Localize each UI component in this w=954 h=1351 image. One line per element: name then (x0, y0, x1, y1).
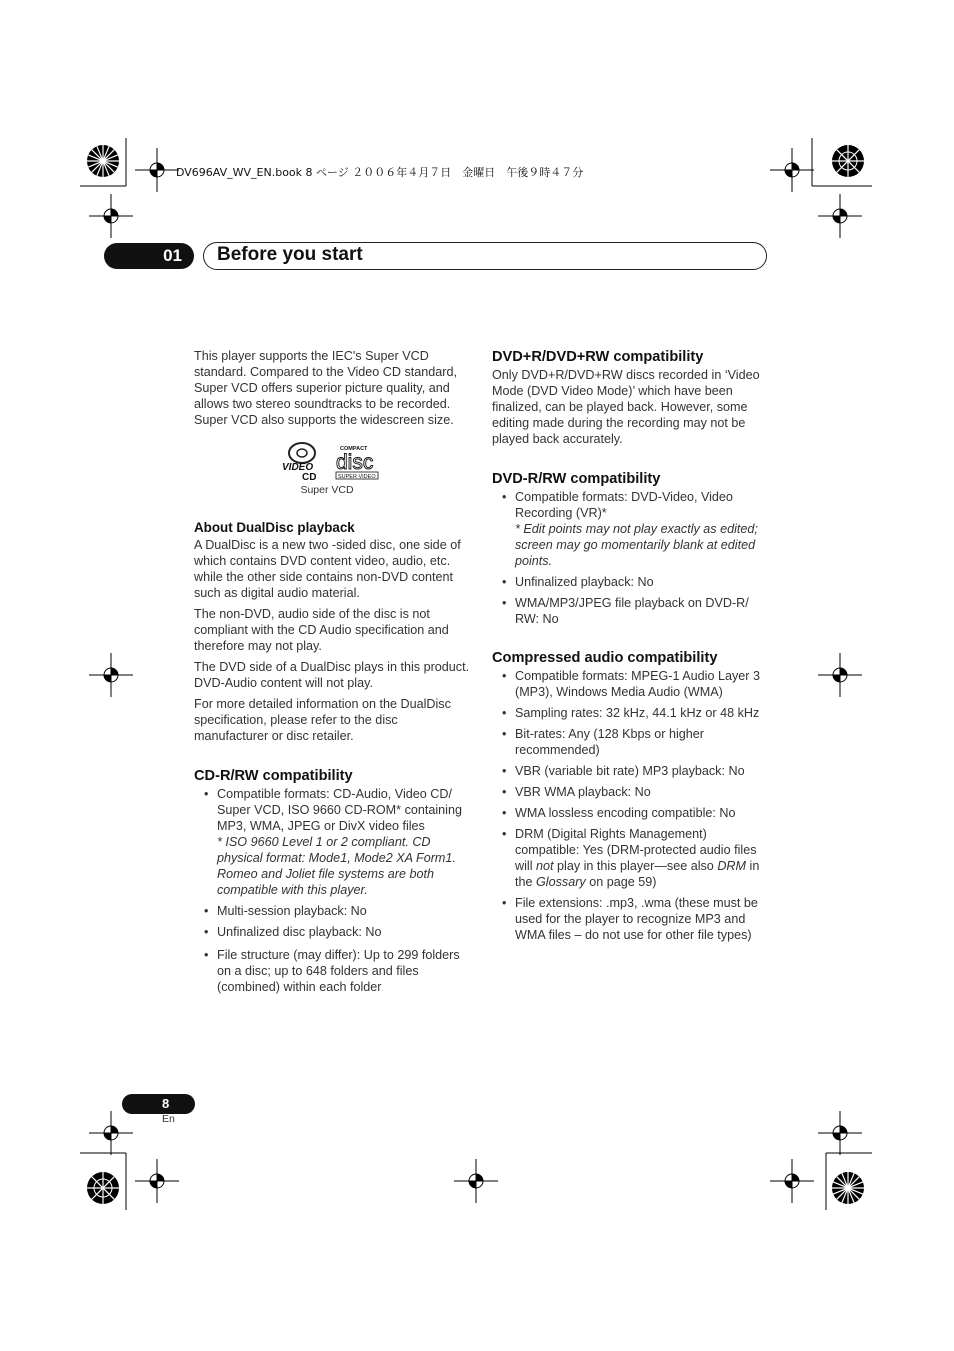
list-item: • Unfinalized playback: No (492, 574, 768, 590)
page-language: En (162, 1113, 175, 1125)
drm-text-part: DRM (Digital Rights Management) compatible: Yes (DRM-protected audio files will (515, 827, 757, 873)
cdrw-list (194, 786, 470, 995)
logo-cd-text: CD (302, 472, 317, 482)
list-item: • WMA lossless encoding compatible: No (492, 805, 768, 821)
list-item: • File structure (may differ): Up to 299 folders on a disc; up to 648 folders and files (combined) within each folder (194, 947, 470, 995)
logo-compact-text: COMPACT (340, 446, 368, 452)
dvdminus-list (492, 489, 768, 627)
list-item: • File extensions: .mp3, .wma (these must be used for the player to recognize MP3 and WMA files – do not use for other file types) (492, 895, 768, 943)
logo-disc-text: disc (336, 451, 374, 474)
dualdisc-paragraph-4: For more detailed information on the DualDisc specification, please refer to the disc manufacturer or disc retailer. (194, 697, 451, 743)
list-item (194, 786, 470, 898)
dvdplus-heading: DVD+R/DVD+RW compatibility (492, 349, 704, 365)
drm-text-part: play in this player—see also (553, 859, 718, 873)
dvdplus-paragraph: Only DVD+R/DVD+RW discs recorded in ‘Video Mode (DVD Video Mode)’ which have been finalized, can be played back. However, some editing made during the recording may not be played back accurately. (492, 368, 760, 446)
dualdisc-heading: About DualDisc playback (194, 520, 355, 535)
drm-emphasis-not: not (536, 859, 554, 873)
logo-super-video-text: SUPER VIDEO (338, 474, 376, 480)
cdrw-heading: CD-R/RW compatibility (194, 768, 353, 784)
dualdisc-paragraph-3: The DVD side of a DualDisc plays in this product. DVD-Audio content will not play. (194, 660, 470, 690)
drm-emphasis-term: DRM (717, 859, 747, 873)
glossary-reference: Glossary (536, 875, 586, 889)
left-column (194, 348, 470, 1000)
list-item: • VBR (variable bit rate) MP3 playback: No (492, 763, 768, 779)
list-item (492, 489, 768, 569)
list-item: • WMA/MP3/JPEG file playback on DVD-R/ RW: No (492, 595, 768, 627)
dvdminus-formats-note: * Edit points may not play exactly as edited; screen may go momentarily blank at edited points. (515, 522, 758, 568)
super-vcd-logo-graphic (280, 440, 380, 482)
page-number: 8 (122, 1094, 195, 1114)
dvdminus-heading: DVD-R/RW compatibility (492, 471, 661, 487)
dualdisc-paragraph-1: A DualDisc is a new two -sided disc, one side of which contains DVD content video, audio, etc. while the other side contains non-DVD content such as digital audio material. (194, 538, 461, 600)
compressed-audio-heading: Compressed audio compatibility (492, 650, 718, 666)
intro-paragraph: This player supports the IEC's Super VCD standard. Compared to the Video CD standard, Super VCD offers superior picture quality, and allows two stereo soundtracks to be recorded. Super VCD also supports the widescreen size. (194, 349, 457, 427)
list-item: • Compatible formats: MPEG-1 Audio Layer 3 (MP3), Windows Media Audio (WMA) (492, 668, 768, 700)
list-item: • VBR WMA playback: No (492, 784, 768, 800)
drm-text-part: on page 59) (585, 875, 657, 889)
list-item: • Unfinalized disc playback: No (194, 924, 470, 940)
chapter-number-badge: 01 (104, 243, 194, 269)
list-item: • Multi-session playback: No (194, 903, 470, 919)
cdrw-formats-note: * ISO 9660 Level 1 or 2 compliant. CD physical format: Mode1, Mode2 XA Form1. Romeo and Joliet file systems are both compatible with this player. (217, 835, 456, 897)
dvdminus-formats-text: • Compatible formats: DVD-Video, Video Recording (VR)* (515, 490, 733, 520)
list-item (492, 826, 768, 890)
super-vcd-logo (194, 440, 470, 498)
drm-text-part: in the (515, 859, 760, 889)
right-column (492, 348, 768, 948)
chapter-title: Before you start (217, 244, 363, 265)
list-item: • Bit-rates: Any (128 Kbps or higher recommended) (492, 726, 768, 758)
logo-caption: Super VCD (300, 484, 354, 496)
list-item: • Sampling rates: 32 kHz, 44.1 kHz or 48 kHz (492, 705, 768, 721)
cdrw-formats-text: • Compatible formats: CD-Audio, Video CD/ Super VCD, ISO 9660 CD-ROM* containing MP3, WMA, JPEG or DivX video files (217, 787, 462, 833)
logo-video-text: VIDEO (282, 462, 314, 473)
print-info-line: DV696AV_WV_EN.book 8 ページ ２００６年４月７日 金曜日 午後９時４７分 (176, 166, 584, 179)
dualdisc-paragraph-2: The non-DVD, audio side of the disc is not compliant with the CD Audio specification and therefore may not play. (194, 607, 449, 653)
compressed-audio-list (492, 668, 768, 943)
